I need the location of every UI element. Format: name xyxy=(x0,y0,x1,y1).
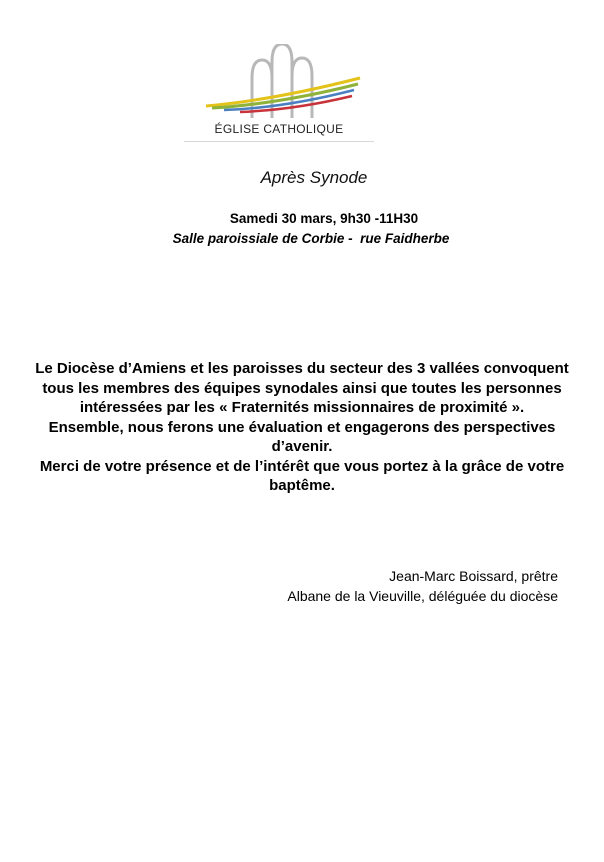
body-line: Le Diocèse d’Amiens et les paroisses du secteur des 3 vallées convoquent xyxy=(35,360,569,377)
church-logo xyxy=(184,44,374,146)
event-date: Samedi 30 mars, 9h30 -11H30 xyxy=(229,211,419,226)
body-line: Merci de votre présence et de l’intérêt que vous portez à la grâce de votre xyxy=(39,457,565,475)
announcement-body xyxy=(10,359,594,496)
page-title: Après Synode xyxy=(260,168,368,187)
body-line: Ensemble, nous ferons une évaluation et engagerons des perspectives xyxy=(48,418,556,436)
logo-divider xyxy=(184,141,374,142)
signature-line-delegate: Albane de la Vieuville, déléguée du diocèse xyxy=(287,588,558,604)
body-line: baptême. xyxy=(269,477,335,494)
signature-block xyxy=(287,566,558,606)
church-arches-icon xyxy=(184,44,374,120)
body-line: intéressées par les « Fraternités missionnaires de proximité ». xyxy=(79,399,525,416)
logo-wordmark: ÉGLISE CATHOLIQUE xyxy=(214,122,344,136)
event-location: Salle paroissiale de Corbie - rue Faidherbe xyxy=(172,231,450,246)
body-line: tous les membres des équipes synodales ainsi que toutes les personnes xyxy=(42,379,562,397)
body-line: d’avenir. xyxy=(271,438,333,455)
signature-line-priest: Jean-Marc Boissard, prêtre xyxy=(389,568,558,584)
